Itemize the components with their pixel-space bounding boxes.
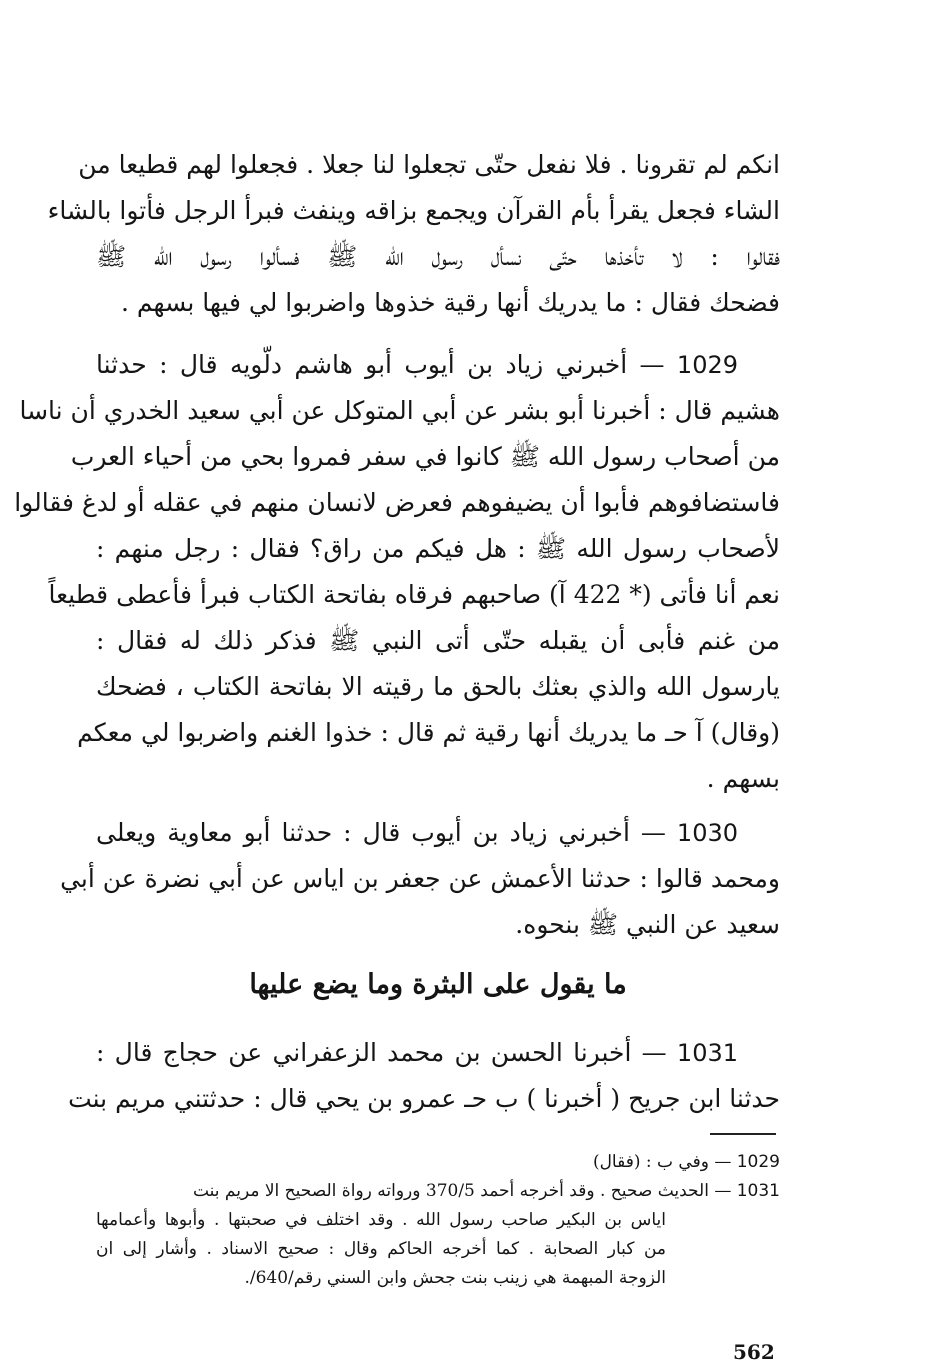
hadith-1031 [68, 1030, 780, 1122]
paragraph-top-line-3: فقالوا : لا تأخذها حتّى نسأل رسول الله ﷺ فسألوا رسول الله ﷺ [96, 242, 780, 271]
hadith-1029-line-4: فاستضافوهم فأبوا أن يضيفوهم فعرض لانسان منهم في عقله أو لدغ فقالوا [14, 488, 780, 517]
hadith-number: 1031 [676, 1039, 738, 1067]
hadith-number: 1029 [676, 351, 738, 379]
hadith-1029-line-8: يارسول الله والذي بعثك بالحق ما رقيته الا بفاتحة الكتاب ، فضحك [96, 672, 780, 701]
hadith-1030-first-line-text: — أخبرني زياد بن أيوب قال : حدثنا أبو معاوية ويعلى [96, 818, 666, 847]
paragraph-top [47, 142, 780, 326]
paragraph-top-line-2: الشاء فجعل يقرأ بأم القرآن ويجمع بزاقه وينفث فبرأ الرجل فأتوا بالشاء [47, 196, 780, 225]
hadith-1029-line-10: بسهم . [706, 764, 780, 793]
hadith-1030-first-line [96, 810, 780, 856]
hadith-number: 1030 [676, 819, 738, 847]
footnote-1031-line-2: اياس بن البكير صاحب رسول الله . وقد اختلف في صحبتها . وأبوها وأعمامها [96, 1210, 666, 1230]
hadith-1029-first-line-text: — أخبرني زياد بن أيوب أبو هاشم دلّويه قال : حدثنا [96, 350, 665, 379]
paragraph-top-line-4: فضحك فقال : ما يدريك أنها رقية خذوها واضربوا لي فيها بسهم . [121, 288, 780, 317]
hadith-1030-line-2: ومحمد قالوا : حدثنا الأعمش عن جعفر بن اياس عن أبي نضرة عن أبي [60, 864, 780, 893]
footnotes [96, 1148, 780, 1293]
hadith-1029-line-2: هشيم قال : أخبرنا أبو بشر عن أبي المتوكل عن أبي سعيد الخدري أن ناسا [19, 396, 780, 425]
hadith-1029-line-3: من أصحاب رسول الله ﷺ كانوا في سفر فمروا بحي من أحياء العرب [70, 442, 780, 471]
hadith-1029-line-5: لأصحاب رسول الله ﷺ : هل فيكم من راق؟ فقال : رجل منهم : [96, 534, 780, 563]
hadith-1031-line-2: حدثنا ابن جريح ( أخبرنا ) ب حـ عمرو بن يحي قال : حدثتني مريم بنت [68, 1084, 780, 1113]
section-heading: ما يقول على البثرة وما يضع عليها [249, 969, 627, 1000]
hadith-1029 [14, 342, 780, 802]
footnote-1031 [96, 1177, 780, 1206]
page-number: 562 [733, 1340, 775, 1364]
hadith-1030-line-3: سعيد عن النبي ﷺ بنحوه. [515, 910, 780, 939]
hadith-1029-line-9: (وقال) آ حـ ما يدريك أنها رقية ثم قال : خذوا الغنم واضربوا لي معكم [77, 718, 780, 747]
paragraph-top-line-1: انكم لم تقرونا . فلا نفعل حتّى تجعلوا لنا جعلا . فجعلوا لهم قطيعا من [78, 150, 780, 179]
hadith-1029-first-line [96, 342, 780, 388]
footnote-number: 1031 [736, 1181, 780, 1201]
footnote-1029 [96, 1148, 780, 1177]
footnote-1031-text: — الحديث صحيح . وقد أخرجه أحمد 370/5 ورواته رواة الصحيح الا مريم بنت [192, 1181, 732, 1201]
footnote-1031-line-4: الزوجة المبهمة هي زينب بنت جحش وابن السني رقم/640/. [244, 1268, 666, 1288]
hadith-1029-line-6: نعم أنا فأتى (* 422 آ) صاحبهم فرقاه بفاتحة الكتاب فبرأ فأعطى قطيعاً [48, 580, 780, 609]
hadith-1029-line-7: من غنم فأبى أن يقبله حتّى أتى النبي ﷺ فذكر ذلك له فقال : [96, 626, 780, 655]
footnote-1029-text: — وفي ب : (فقال) [592, 1152, 732, 1172]
footnote-number: 1029 [736, 1152, 780, 1172]
footnote-divider [710, 1133, 776, 1135]
hadith-1031-first-line [96, 1030, 780, 1076]
hadith-1031-first-line-text: — أخبرنا الحسن بن محمد الزعفراني عن حجاج قال : [96, 1038, 667, 1067]
footnote-1031-line-3: من كبار الصحابة . كما أخرجه الحاكم وقال : صحيح الاسناد . وأشار إلى ان [96, 1239, 666, 1259]
hadith-1030 [60, 810, 780, 948]
